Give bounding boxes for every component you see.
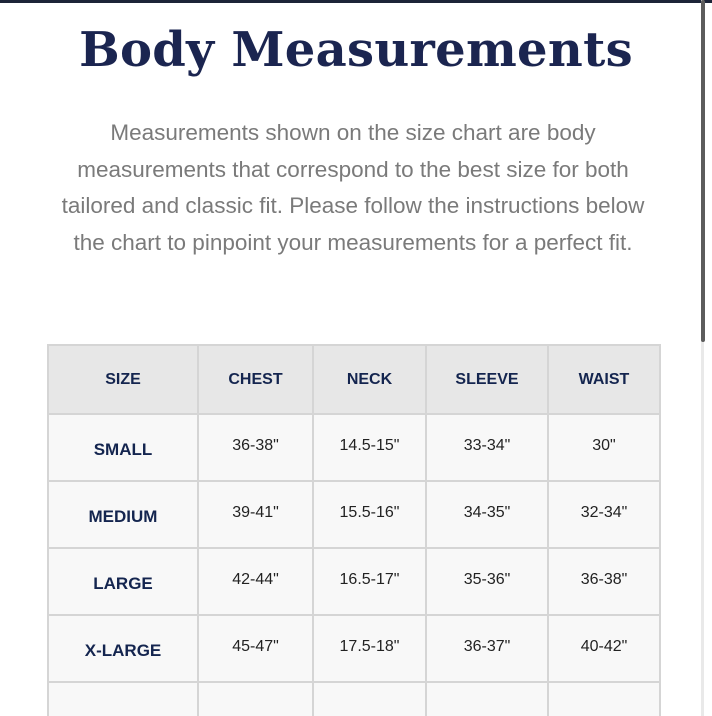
neck-cell: 14.5-15" [313, 414, 426, 481]
sleeve-cell: 36-37" [426, 615, 548, 682]
sleeve-cell: 35-36" [426, 548, 548, 615]
waist-cell: 40-42" [548, 615, 660, 682]
waist-cell: 32-34" [548, 481, 660, 548]
page-title: Body Measurements [79, 22, 633, 78]
table-row-partial [48, 682, 660, 716]
top-divider [0, 0, 712, 3]
header-sleeve: SLEEVE [426, 345, 548, 414]
sleeve-cell: 33-34" [426, 414, 548, 481]
size-cell: X-LARGE [48, 615, 198, 682]
chest-cell: 45-47" [198, 615, 313, 682]
intro-paragraph: Measurements shown on the size chart are body measurements that correspond to the best size for both tailored and classic fit. Please follow the instructions below the chart to pinpoint your measurements for a perfect fit. [61, 120, 645, 255]
neck-cell [313, 682, 426, 716]
waist-cell [548, 682, 660, 716]
table-row [48, 548, 660, 615]
table-row [48, 615, 660, 682]
header-chest: CHEST [198, 345, 313, 414]
table-row [48, 414, 660, 481]
size-chart-table [47, 344, 661, 716]
chest-cell: 42-44" [198, 548, 313, 615]
header-size: SIZE [48, 345, 198, 414]
sleeve-cell: 34-35" [426, 481, 548, 548]
sleeve-cell [426, 682, 548, 716]
chest-cell: 36-38" [198, 414, 313, 481]
waist-cell: 36-38" [548, 548, 660, 615]
neck-cell: 16.5-17" [313, 548, 426, 615]
chest-cell [198, 682, 313, 716]
chest-cell: 39-41" [198, 481, 313, 548]
neck-cell: 17.5-18" [313, 615, 426, 682]
table-row [48, 481, 660, 548]
size-cell: MEDIUM [48, 481, 198, 548]
table-header-row [48, 345, 660, 414]
header-waist: WAIST [548, 345, 660, 414]
size-cell: SMALL [48, 414, 198, 481]
waist-cell: 30" [548, 414, 660, 481]
size-cell [48, 682, 198, 716]
size-cell: LARGE [48, 548, 198, 615]
header-neck: NECK [313, 345, 426, 414]
neck-cell: 15.5-16" [313, 481, 426, 548]
